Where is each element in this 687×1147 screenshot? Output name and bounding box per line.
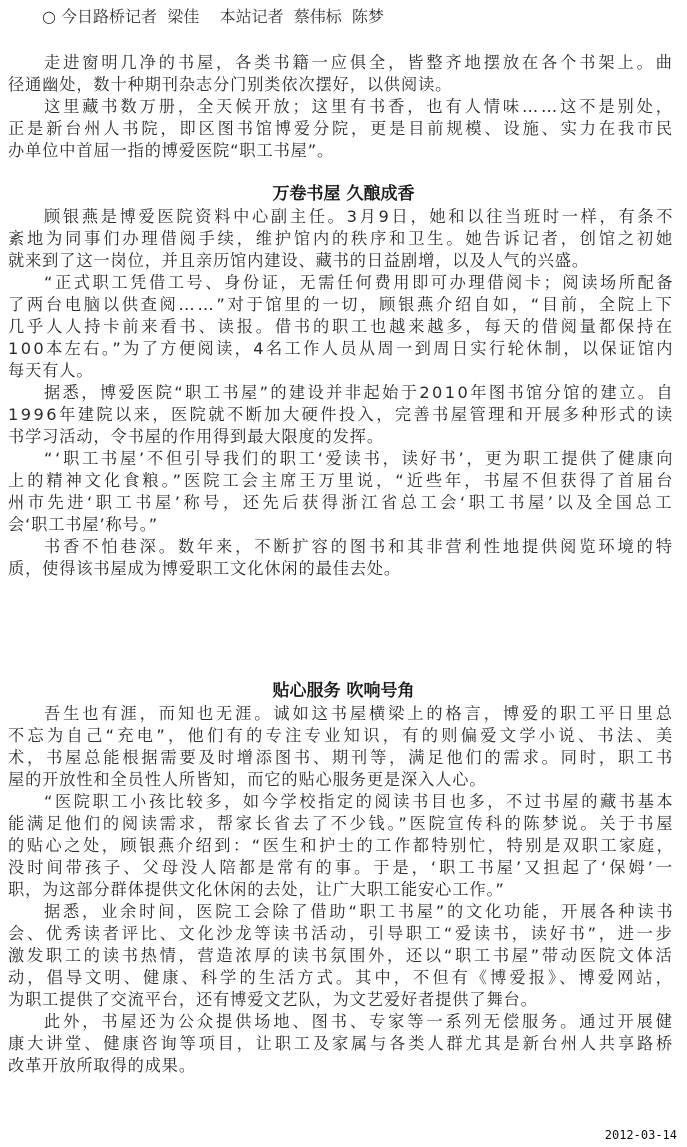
byline: ○ 今日路桥记者 梁佳 本站记者 蔡伟标 陈梦	[42, 7, 384, 26]
paragraph-line: 能满足他们的阅读需求，帮家长省去了不少钱。”医院宣传科的陈梦说。关于书屋	[8, 814, 676, 833]
paragraph-line: 康大讲堂、健康咨询等项目，让职工及家属与各类人群尤其是新台州人共享路桥	[8, 1034, 676, 1053]
paragraph-line: 这里藏书数万册，全天候开放；这里有书香，也有人情味……这不是别处，	[44, 97, 675, 116]
paragraph-line: 上的精神文化食粮。”医院工会主席王万里说，“近些年，书屋不但获得了首届台	[8, 471, 676, 490]
paragraph-line: 径通幽处，数十种期刊杂志分门别类依次摆好，以供阅读。	[8, 75, 453, 94]
paragraph-line: “医院职工小孩比较多，如今学校指定的阅读书目也多，不过书屋的藏书基本	[44, 792, 676, 811]
paragraph-line: 此外，书屋还为公众提供场地、图书、专家等一系列无偿服务。通过开展健	[44, 1012, 675, 1031]
paragraph-line: 没时间带孩子、父母没人陪都是常有的事。于是，‘职工书屋’又担起了‘保姆’一	[8, 858, 676, 877]
section-heading: 贴心服务 吹响号角	[272, 681, 415, 701]
paragraph-line: 书学习活动，令书屋的作用得到最大限度的发挥。	[8, 427, 384, 446]
paragraph-line: 办单位中首屈一指的博爱医院“职工书屋”。	[8, 141, 335, 160]
paragraph-line: 书香不怕巷深。数年来，不断扩容的图书和其非营利性地提供阅览环境的特	[44, 537, 675, 556]
section-heading: 万卷书屋 久酿成香	[272, 184, 415, 204]
paragraph-line: 激发职工的读书热情，营造浓厚的读书氛围外，还以“职工书屋”带动医院文体活	[8, 946, 675, 965]
paragraph-line: 会‘职工书屋’称号。”	[8, 515, 158, 534]
paragraph-line: 术，书屋总能根据需要及时增添图书、期刊等，满足他们的需求。同时，职工书	[8, 748, 676, 767]
paragraph-line: “‘职工书屋’不但引导我们的职工‘爱读书，读好书’，更为职工提供了健康向	[44, 449, 676, 468]
publish-date: 2012-03-14	[604, 1128, 677, 1142]
paragraph-line: “正式职工凭借工号、身份证，无需任何费用即可办理借阅卡；阅读场所配备	[44, 273, 676, 292]
paragraph-line: 紊地为同事们办理借阅手续，维护馆内的秩序和卫生。她告诉记者，创馆之初她	[8, 229, 676, 248]
paragraph-line: 吾生也有涯，而知也无涯。诚如这书屋横梁上的格言，博爱的职工平日里总	[44, 704, 675, 723]
paragraph-line: 会、优秀读者评比、文化沙龙等读书活动，引导职工“爱读书，读好书”，进一步	[8, 924, 675, 943]
paragraph-line: 就来到了这一岗位，并且亲历馆内建设、藏书的日益剧增，以及人气的兴盛。	[8, 251, 589, 270]
paragraph-line: 几乎人人持卡前来看书、读报。借书的职工也越来越多，每天的借阅量都保持在	[8, 317, 676, 336]
paragraph-line: 100本左右。”为了方便阅读，4名工作人员从周一到周日实行轮休制，以保证馆内	[8, 339, 675, 358]
paragraph-line: 顾银燕是博爱医院资料中心副主任。3月9日，她和以往当班时一样，有条不	[44, 207, 676, 226]
paragraph-line: 的贴心之处，顾银燕介绍到：“医生和护士的工作都特别忙，特别是双职工家庭，	[8, 836, 676, 855]
paragraph-line: 动，倡导文明、健康、科学的生活方式。其中，不但有《博爱报》、博爱网站，	[8, 968, 675, 987]
paragraph-line: 1996年建院以来，医院就不断加大硬件投入，完善书屋管理和开展多种形式的读	[8, 405, 675, 424]
paragraph-line: 每天有人。	[8, 361, 94, 380]
paragraph-line: 据悉，业余时间，医院工会除了借助“职工书屋”的文化功能，开展各种读书	[44, 902, 676, 921]
paragraph-line: 了两台电脑以供查阅……”对于馆里的一切，顾银燕介绍自如，“目前，全院上下	[8, 295, 675, 314]
paragraph-line: 据悉，博爱医院“职工书屋”的建设并非起始于2010年图书馆分馆的建立。自	[44, 383, 675, 402]
paragraph-line: 不忘为自己“充电”，他们有的专注专业知识，有的则偏爱文学小说、书法、美	[8, 726, 676, 745]
paragraph-line: 为职工提供了交流平台，还有博爱文艺队，为文艺爱好者提供了舞台。	[8, 990, 538, 1009]
paragraph-line: 走进窗明几净的书屋，各类书籍一应俱全，皆整齐地摆放在各个书架上。曲	[44, 53, 675, 72]
paragraph-line: 屋的开放性和全员性人所皆知，而它的贴心服务更是深入人心。	[8, 770, 487, 789]
paragraph-line: 质，使得该书屋成为博爱职工文化休闲的最佳去处。	[8, 559, 402, 578]
paragraph-line: 正是新台州人书院，即区图书馆博爱分院，更是目前规模、设施、实力在我市民	[8, 119, 676, 138]
paragraph-line: 改革开放所取得的成果。	[8, 1056, 196, 1075]
paragraph-line: 州市先进‘职工书屋’称号，还先后获得浙江省总工会‘职工书屋’以及全国总工	[8, 493, 675, 512]
paragraph-line: 职，为这部分群体提供文化休闲的去处，让广大职工能安心工作。”	[8, 880, 505, 899]
